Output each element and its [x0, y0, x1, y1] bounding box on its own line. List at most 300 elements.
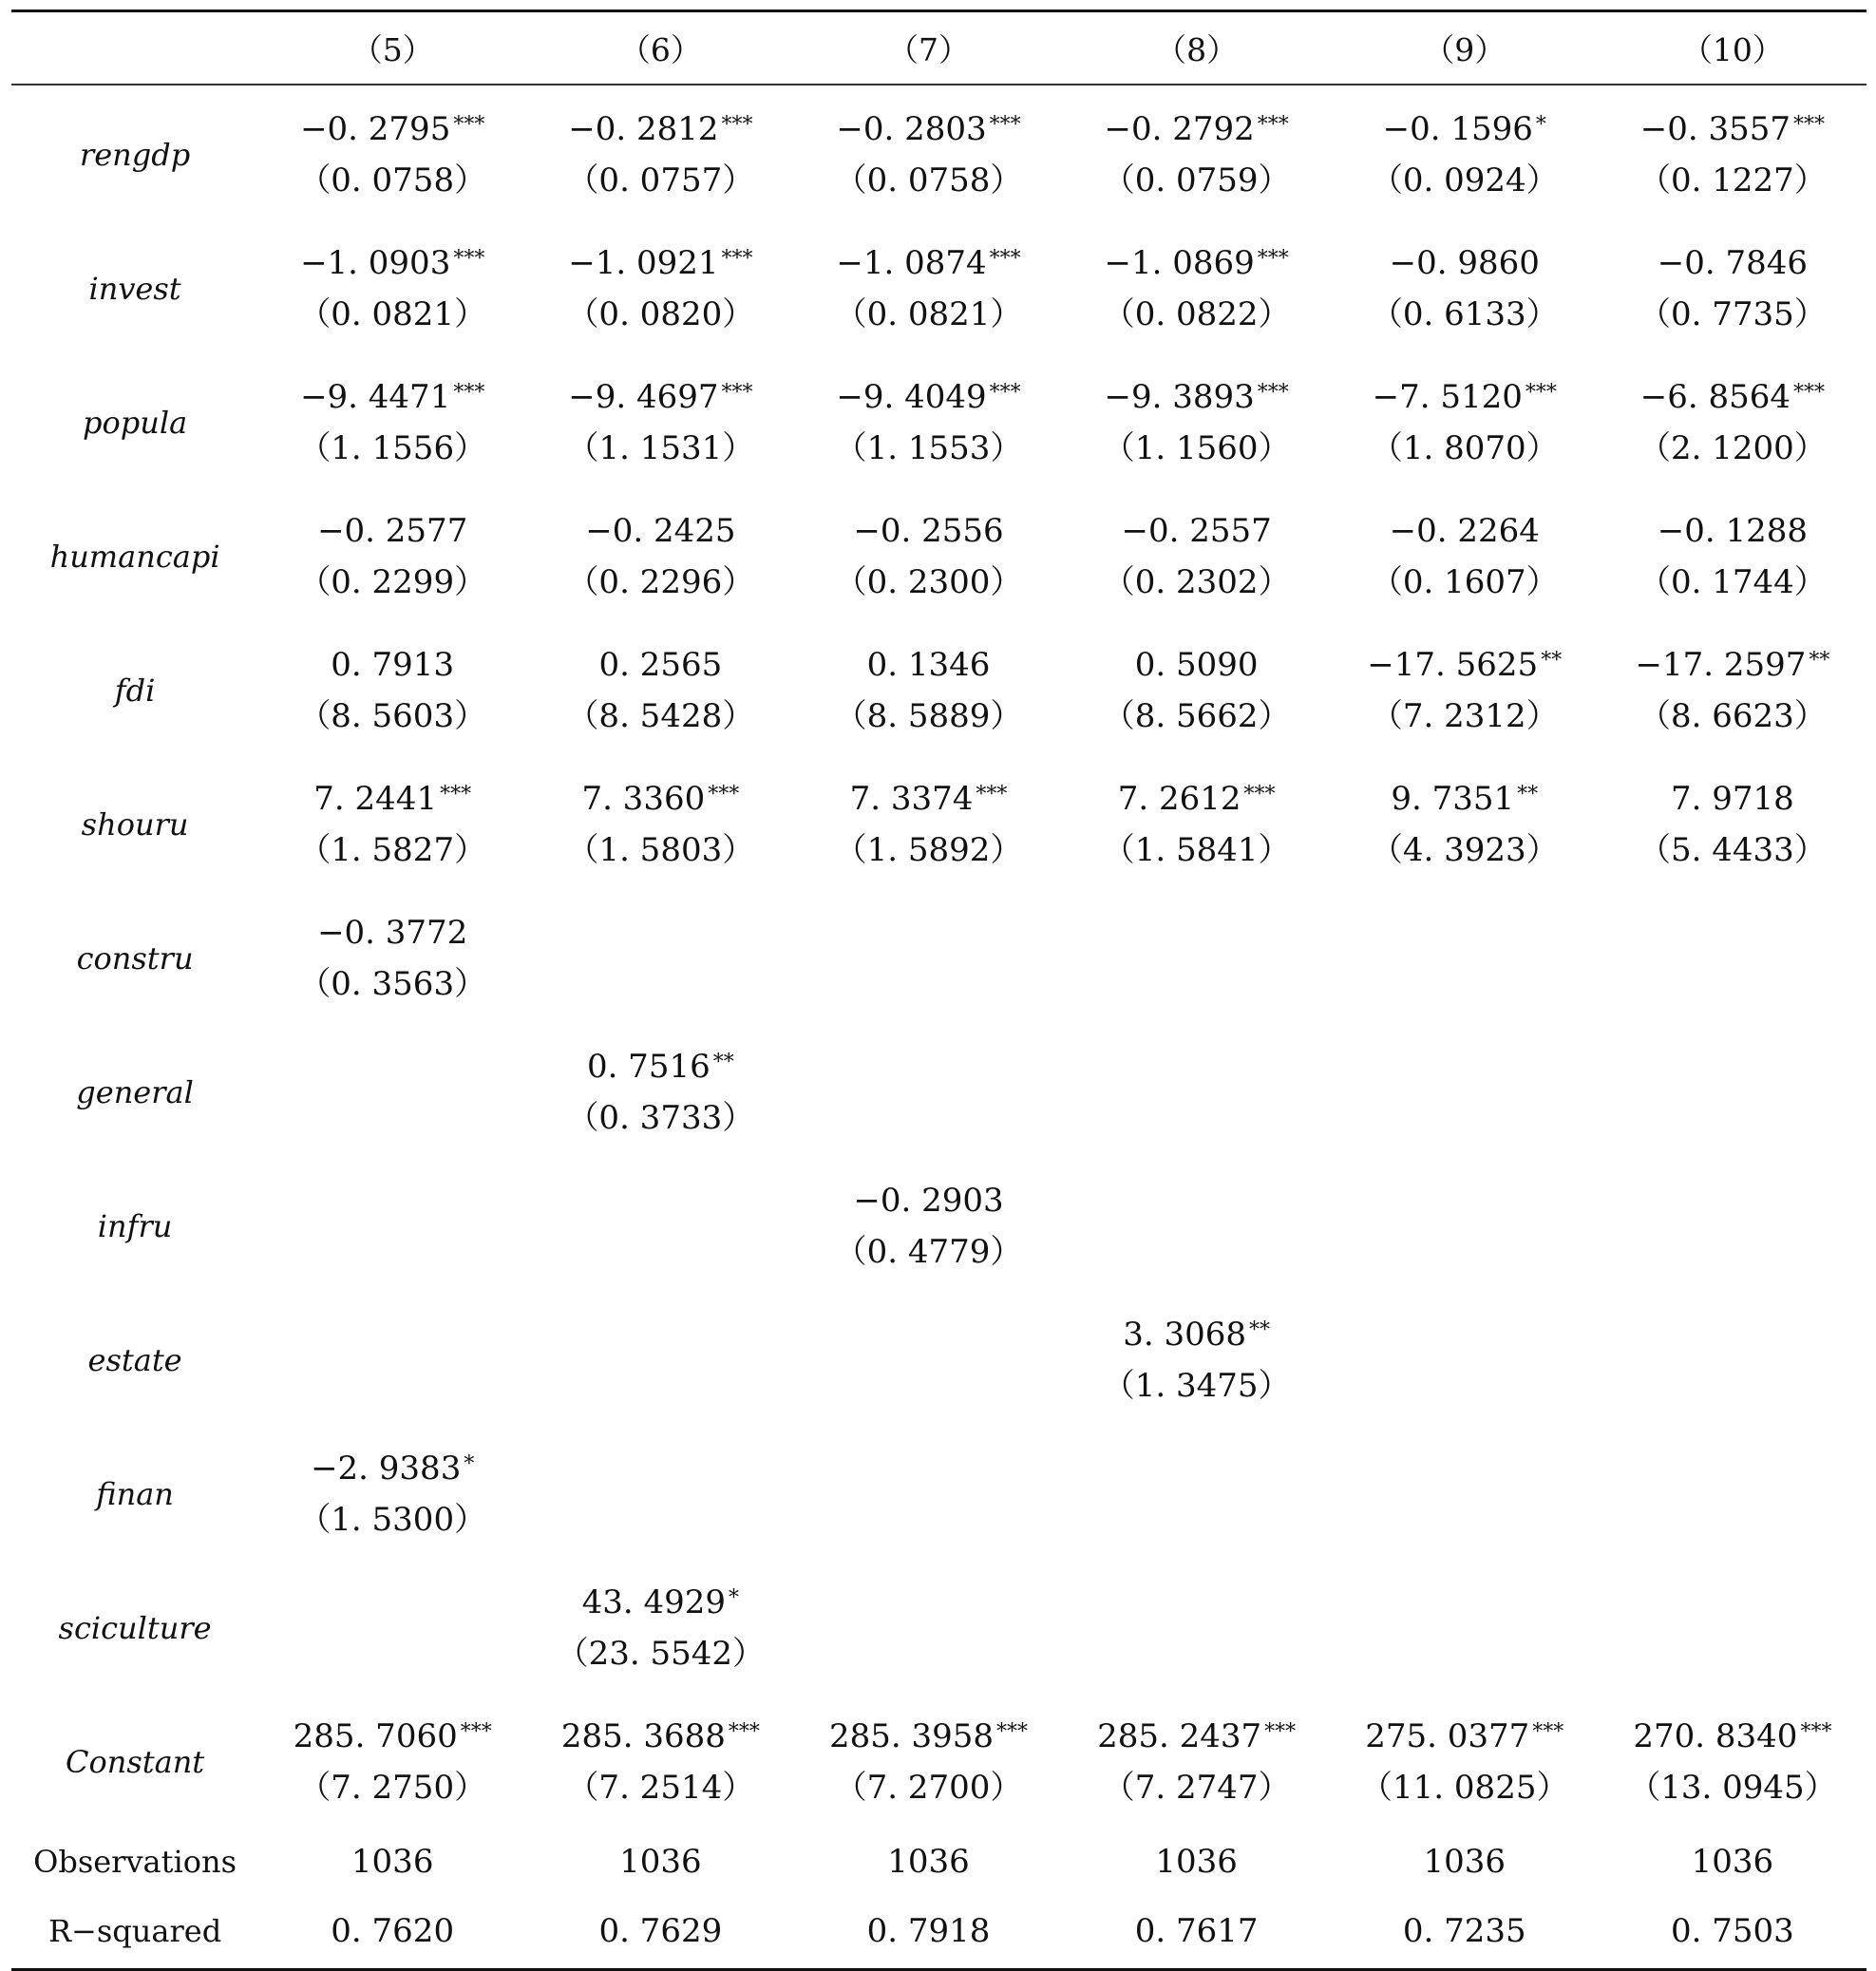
coefficient: [1599, 237, 1867, 289]
significance-stars: ***: [1257, 246, 1289, 271]
standard-error: （0. 2296）: [566, 562, 755, 601]
significance-stars: **: [1809, 648, 1830, 673]
significance-stars: ***: [440, 782, 472, 806]
significance-stars: *: [729, 1585, 740, 1610]
significance-stars: ***: [1257, 112, 1289, 137]
stat-cell: 0. 7620: [331, 1911, 455, 1950]
coefficient-value: −0. 2795: [300, 109, 451, 148]
estimate-cell: [1063, 1427, 1331, 1561]
significance-stars: *: [464, 1451, 475, 1476]
variable-name: Constant: [65, 1743, 205, 1780]
estimate-cell: [1331, 489, 1599, 623]
variable-row: [11, 1561, 1867, 1695]
standard-error: （1. 1553）: [834, 428, 1023, 467]
standard-error: （0. 1744）: [1639, 562, 1827, 601]
coefficient-value: −1. 0869: [1104, 243, 1255, 282]
coefficient: [1599, 505, 1867, 557]
stat-cell: 0. 7629: [598, 1911, 723, 1950]
rsquared-row: [11, 1895, 1867, 1966]
estimate-cell: [1063, 489, 1331, 623]
coefficient-value: −0. 2803: [836, 109, 987, 148]
coefficient: [1063, 1309, 1331, 1360]
estimate-cell: [1599, 623, 1867, 757]
estimate-cell: [526, 1427, 794, 1561]
significance-stars: ***: [1525, 380, 1557, 405]
estimate-cell: [1599, 1293, 1867, 1427]
coefficient-value: −17. 5625: [1367, 645, 1539, 684]
estimate-cell: [794, 757, 1062, 891]
estimate-cell: [1063, 757, 1331, 891]
coefficient: [258, 773, 526, 824]
estimate-cell: [526, 757, 794, 891]
variable-row: [11, 757, 1867, 891]
estimate-cell: [1063, 355, 1331, 489]
coefficient: [258, 639, 526, 691]
standard-error: （1. 5841）: [1102, 830, 1291, 869]
estimate-cell: [1599, 757, 1867, 891]
variable-name: estate: [87, 1341, 182, 1378]
estimate-cell: [1331, 87, 1599, 221]
coefficient: [794, 1711, 1062, 1762]
variable-name: infru: [97, 1207, 173, 1244]
coefficient: [1331, 104, 1599, 155]
variable-name: finan: [96, 1475, 174, 1512]
estimate-cell: [1331, 623, 1599, 757]
coefficient-value: 0. 7913: [331, 645, 455, 684]
significance-stars: ***: [989, 246, 1021, 271]
coefficient-value: −7. 5120: [1372, 377, 1523, 416]
column-header: （6）: [618, 31, 702, 68]
coefficient: [258, 371, 526, 423]
coefficient-value: −0. 9860: [1389, 243, 1540, 282]
estimate-cell: [1063, 221, 1331, 355]
variable-row: [11, 489, 1867, 623]
estimate-cell: [1599, 1561, 1867, 1695]
significance-stars: ***: [1800, 1719, 1832, 1744]
estimate-cell: [258, 87, 526, 221]
variable-name: constru: [76, 939, 194, 976]
estimate-cell: [1599, 1025, 1867, 1159]
coefficient-value: −0. 1288: [1657, 511, 1809, 550]
coefficient: [1599, 639, 1867, 691]
standard-error: （0. 3563）: [298, 964, 487, 1003]
coefficient-value: 270. 8340: [1633, 1716, 1798, 1755]
standard-error: （8. 5889）: [834, 696, 1023, 735]
coefficient: [794, 639, 1062, 691]
stat-cell: 0. 7918: [866, 1911, 991, 1950]
variable-row: [11, 1025, 1867, 1159]
standard-error: （8. 5603）: [298, 696, 487, 735]
coefficient-value: −9. 4471: [300, 377, 451, 416]
standard-error: （7. 2700）: [834, 1768, 1023, 1807]
coefficient: [258, 1443, 526, 1494]
significance-stars: ***: [1243, 782, 1276, 806]
coefficient: [1063, 773, 1331, 824]
standard-error: （23. 5542）: [556, 1634, 766, 1673]
standard-error: （0. 0924）: [1370, 161, 1559, 199]
significance-stars: **: [1249, 1317, 1270, 1342]
coefficient-value: −0. 2577: [317, 511, 468, 550]
coefficient: [526, 1711, 794, 1762]
variable-name: general: [76, 1073, 194, 1110]
standard-error: （0. 0758）: [834, 161, 1023, 199]
coefficient: [1331, 639, 1599, 691]
coefficient-value: −0. 2556: [853, 511, 1004, 550]
column-header: （8）: [1155, 31, 1239, 68]
standard-error: （0. 0820）: [566, 294, 755, 333]
standard-error: （0. 0821）: [298, 294, 487, 333]
estimate-cell: [526, 891, 794, 1025]
significance-stars: ***: [721, 246, 753, 271]
estimate-cell: [1331, 355, 1599, 489]
significance-stars: ***: [976, 782, 1008, 806]
significance-stars: ***: [721, 112, 753, 137]
estimate-cell: [526, 355, 794, 489]
stat-cell: 1036: [1423, 1843, 1506, 1881]
significance-stars: ***: [460, 1719, 492, 1744]
estimate-cell: [794, 1293, 1062, 1427]
estimate-cell: [794, 1025, 1062, 1159]
standard-error: （0. 0757）: [566, 161, 755, 199]
estimate-cell: [1063, 1695, 1331, 1829]
estimate-cell: [1063, 1159, 1331, 1293]
estimate-cell: [526, 1159, 794, 1293]
stat-cell: 1036: [887, 1843, 970, 1881]
standard-error: （1. 5892）: [834, 830, 1023, 869]
significance-stars: **: [712, 1050, 734, 1074]
coefficient: [526, 104, 794, 155]
estimate-cell: [258, 221, 526, 355]
variable-name: popula: [82, 404, 188, 441]
significance-stars: ***: [721, 380, 753, 405]
estimate-cell: [258, 489, 526, 623]
estimate-cell: [526, 87, 794, 221]
variable-row: [11, 1427, 1867, 1561]
coefficient: [526, 1577, 794, 1628]
variable-row: [11, 1293, 1867, 1427]
coefficient-value: −0. 3557: [1639, 109, 1791, 148]
coefficient: [794, 237, 1062, 289]
coefficient-value: −0. 1596: [1382, 109, 1533, 148]
estimate-cell: [526, 1025, 794, 1159]
estimate-cell: [1599, 891, 1867, 1025]
coefficient-value: 7. 2441: [313, 779, 438, 818]
estimate-cell: [258, 1159, 526, 1293]
estimate-cell: [1063, 623, 1331, 757]
estimate-cell: [526, 1695, 794, 1829]
estimate-cell: [1599, 1695, 1867, 1829]
standard-error: （8. 6623）: [1639, 696, 1827, 735]
coefficient-value: 0. 5090: [1134, 645, 1259, 684]
coefficient-value: −0. 2425: [585, 511, 736, 550]
estimate-cell: [258, 1427, 526, 1561]
coefficient: [1063, 1711, 1331, 1762]
estimate-cell: [258, 1025, 526, 1159]
estimate-cell: [1331, 1695, 1599, 1829]
coefficient: [258, 1711, 526, 1762]
variable-row: [11, 221, 1867, 355]
coefficient: [526, 371, 794, 423]
coefficient: [1063, 371, 1331, 423]
estimate-cell: [1331, 1561, 1599, 1695]
coefficient: [526, 773, 794, 824]
stat-cell: 1036: [1691, 1843, 1774, 1881]
column-header: （9）: [1423, 31, 1506, 68]
standard-error: （0. 7735）: [1639, 294, 1827, 333]
estimate-cell: [794, 1427, 1062, 1561]
estimate-cell: [1063, 87, 1331, 221]
standard-error: （8. 5428）: [566, 696, 755, 735]
observations-row: [11, 1829, 1867, 1895]
standard-error: （1. 5803）: [566, 830, 755, 869]
estimate-cell: [1063, 1561, 1331, 1695]
coefficient-value: −9. 3893: [1104, 377, 1255, 416]
column-header: （5）: [351, 31, 434, 68]
estimate-cell: [526, 623, 794, 757]
coefficient: [1331, 237, 1599, 289]
coefficient: [1599, 104, 1867, 155]
coefficient-value: 0. 2565: [598, 645, 723, 684]
standard-error: （0. 2300）: [834, 562, 1023, 601]
coefficient-value: −0. 2903: [853, 1181, 1004, 1220]
estimate-cell: [1599, 87, 1867, 221]
row-label: Observations: [33, 1844, 237, 1880]
standard-error: （1. 3475）: [1102, 1366, 1291, 1405]
coefficient-value: −2. 9383: [311, 1449, 462, 1488]
standard-error: （7. 2747）: [1102, 1768, 1291, 1807]
significance-stars: **: [1541, 648, 1563, 673]
estimate-cell: [526, 1561, 794, 1695]
coefficient-value: −1. 0874: [836, 243, 987, 282]
coefficient: [526, 1041, 794, 1092]
coefficient: [794, 104, 1062, 155]
coefficient: [794, 773, 1062, 824]
coefficient: [794, 1175, 1062, 1226]
significance-stars: ***: [1532, 1719, 1564, 1744]
standard-error: （13. 0945）: [1628, 1768, 1837, 1807]
standard-error: （11. 0825）: [1360, 1768, 1569, 1807]
estimate-cell: [1331, 1427, 1599, 1561]
significance-stars: ***: [708, 782, 740, 806]
estimate-cell: [1331, 891, 1599, 1025]
coefficient-value: 0. 1346: [866, 645, 991, 684]
standard-error: （2. 1200）: [1639, 428, 1827, 467]
significance-stars: ***: [1793, 112, 1826, 137]
coefficient: [1063, 104, 1331, 155]
estimate-cell: [794, 1695, 1062, 1829]
standard-error: （5. 4433）: [1639, 830, 1827, 869]
estimate-cell: [794, 1159, 1062, 1293]
estimate-cell: [258, 1695, 526, 1829]
coefficient-value: 285. 7060: [293, 1716, 458, 1755]
estimate-cell: [794, 891, 1062, 1025]
estimate-cell: [1599, 1159, 1867, 1293]
coefficient: [1063, 639, 1331, 691]
estimate-cell: [258, 355, 526, 489]
estimate-cell: [794, 221, 1062, 355]
variable-name: fdi: [114, 672, 156, 709]
significance-stars: ***: [728, 1719, 760, 1744]
standard-error: （0. 3733）: [566, 1098, 755, 1137]
stat-cell: 1036: [1155, 1843, 1238, 1881]
estimate-cell: [1331, 1293, 1599, 1427]
stat-cell: 0. 7235: [1402, 1911, 1526, 1950]
standard-error: （0. 0759）: [1102, 161, 1291, 199]
coefficient: [258, 505, 526, 557]
significance-stars: ***: [1257, 380, 1289, 405]
estimate-cell: [1599, 221, 1867, 355]
standard-error: （0. 6133）: [1370, 294, 1559, 333]
significance-stars: ***: [989, 380, 1021, 405]
standard-error: （0. 4779）: [834, 1232, 1023, 1271]
variable-row: [11, 891, 1867, 1025]
standard-error: （7. 2514）: [566, 1768, 755, 1807]
estimate-cell: [526, 1293, 794, 1427]
column-header: （7）: [886, 31, 970, 68]
significance-stars: ***: [1264, 1719, 1297, 1744]
estimate-cell: [258, 757, 526, 891]
stat-cell: 1036: [351, 1843, 434, 1881]
significance-stars: ***: [453, 246, 485, 271]
variable-name: rengdp: [79, 136, 191, 173]
standard-error: （0. 2302）: [1102, 562, 1291, 601]
coefficient-value: 285. 3958: [828, 1716, 994, 1755]
standard-error: （7. 2750）: [298, 1768, 487, 1807]
variable-name: humancapi: [49, 538, 220, 575]
standard-error: （1. 5827）: [298, 830, 487, 869]
coefficient-value: 9. 7351: [1391, 779, 1515, 818]
coefficient-value: −0. 2812: [568, 109, 719, 148]
coefficient-value: −17. 2597: [1635, 645, 1807, 684]
coefficient-value: 43. 4929: [581, 1582, 727, 1621]
variable-row: [11, 623, 1867, 757]
coefficient-value: −1. 0903: [300, 243, 451, 282]
variable-row: [11, 87, 1867, 221]
coefficient-value: −9. 4697: [568, 377, 719, 416]
estimate-cell: [1063, 891, 1331, 1025]
standard-error: （1. 1560）: [1102, 428, 1291, 467]
header-row: [11, 11, 1867, 85]
estimate-cell: [794, 489, 1062, 623]
row-label: R−squared: [47, 1912, 222, 1949]
coefficient-value: 285. 3688: [560, 1716, 726, 1755]
standard-error: （1. 8070）: [1370, 428, 1559, 467]
significance-stars: ***: [989, 112, 1021, 137]
estimate-cell: [794, 87, 1062, 221]
estimate-cell: [258, 891, 526, 1025]
variable-row: [11, 1159, 1867, 1293]
standard-error: （1. 1556）: [298, 428, 487, 467]
standard-error: （1. 5300）: [298, 1500, 487, 1539]
stat-cell: 0. 7503: [1671, 1911, 1794, 1950]
estimate-cell: [1331, 1025, 1599, 1159]
significance-stars: ***: [453, 380, 485, 405]
estimate-cell: [258, 1293, 526, 1427]
standard-error: （4. 3923）: [1370, 830, 1559, 869]
coefficient-value: −0. 3772: [317, 913, 468, 952]
coefficient: [1331, 1711, 1599, 1762]
estimate-cell: [1063, 1293, 1331, 1427]
estimate-cell: [794, 623, 1062, 757]
coefficient: [794, 505, 1062, 557]
significance-stars: ***: [453, 112, 485, 137]
significance-stars: **: [1517, 782, 1539, 806]
coefficient: [1063, 237, 1331, 289]
coefficient-value: −0. 7846: [1657, 243, 1809, 282]
coefficient: [1599, 1711, 1867, 1762]
standard-error: （0. 1607）: [1370, 562, 1559, 601]
coefficient-value: −0. 2557: [1121, 511, 1272, 550]
standard-error: （8. 5662）: [1102, 696, 1291, 735]
stat-cell: 0. 7617: [1134, 1911, 1259, 1950]
estimate-cell: [1599, 1427, 1867, 1561]
coefficient-value: 7. 3360: [581, 779, 706, 818]
coefficient-value: 7. 9718: [1671, 779, 1794, 818]
coefficient: [1331, 371, 1599, 423]
estimate-cell: [526, 221, 794, 355]
estimate-cell: [526, 489, 794, 623]
coefficient-value: −1. 0921: [568, 243, 719, 282]
standard-error: （1. 1531）: [566, 428, 755, 467]
variable-row: [11, 355, 1867, 489]
standard-error: （0. 0821）: [834, 294, 1023, 333]
standard-error: （0. 0822）: [1102, 294, 1291, 333]
standard-error: （0. 1227）: [1639, 161, 1827, 199]
estimate-cell: [1331, 221, 1599, 355]
significance-stars: ***: [1793, 380, 1826, 405]
variable-row: [11, 1695, 1867, 1829]
coefficient-value: 7. 3374: [849, 779, 974, 818]
significance-stars: *: [1535, 112, 1546, 137]
coefficient: [526, 237, 794, 289]
estimate-cell: [1599, 489, 1867, 623]
estimate-cell: [794, 1561, 1062, 1695]
coefficient-value: 3. 3068: [1123, 1315, 1246, 1354]
coefficient: [258, 237, 526, 289]
significance-stars: ***: [996, 1719, 1028, 1744]
variable-name: shouru: [81, 805, 189, 843]
coefficient: [258, 907, 526, 958]
coefficient-value: −6. 8564: [1639, 377, 1791, 416]
coefficient-value: 275. 0377: [1365, 1716, 1530, 1755]
standard-error: （0. 0758）: [298, 161, 487, 199]
coefficient: [1599, 773, 1867, 824]
stub-header: [11, 11, 258, 85]
coefficient-value: −0. 2792: [1104, 109, 1255, 148]
stat-cell: 1036: [619, 1843, 702, 1881]
coefficient-value: −9. 4049: [836, 377, 987, 416]
coefficient-value: 0. 7516: [586, 1047, 711, 1086]
coefficient-value: −0. 2264: [1389, 511, 1540, 550]
standard-error: （7. 2312）: [1370, 696, 1559, 735]
variable-name: sciculture: [58, 1609, 212, 1646]
estimate-cell: [794, 355, 1062, 489]
coefficient: [1599, 371, 1867, 423]
estimate-cell: [1599, 355, 1867, 489]
estimate-cell: [258, 1561, 526, 1695]
variable-name: invest: [88, 270, 181, 307]
coefficient: [526, 639, 794, 691]
estimate-cell: [1063, 1025, 1331, 1159]
coefficient: [526, 505, 794, 557]
estimate-cell: [1331, 757, 1599, 891]
coefficient: [1331, 773, 1599, 824]
coefficient-value: 285. 2437: [1097, 1716, 1262, 1755]
standard-error: （0. 2299）: [298, 562, 487, 601]
estimate-cell: [258, 623, 526, 757]
estimate-cell: [1331, 1159, 1599, 1293]
coefficient: [258, 104, 526, 155]
